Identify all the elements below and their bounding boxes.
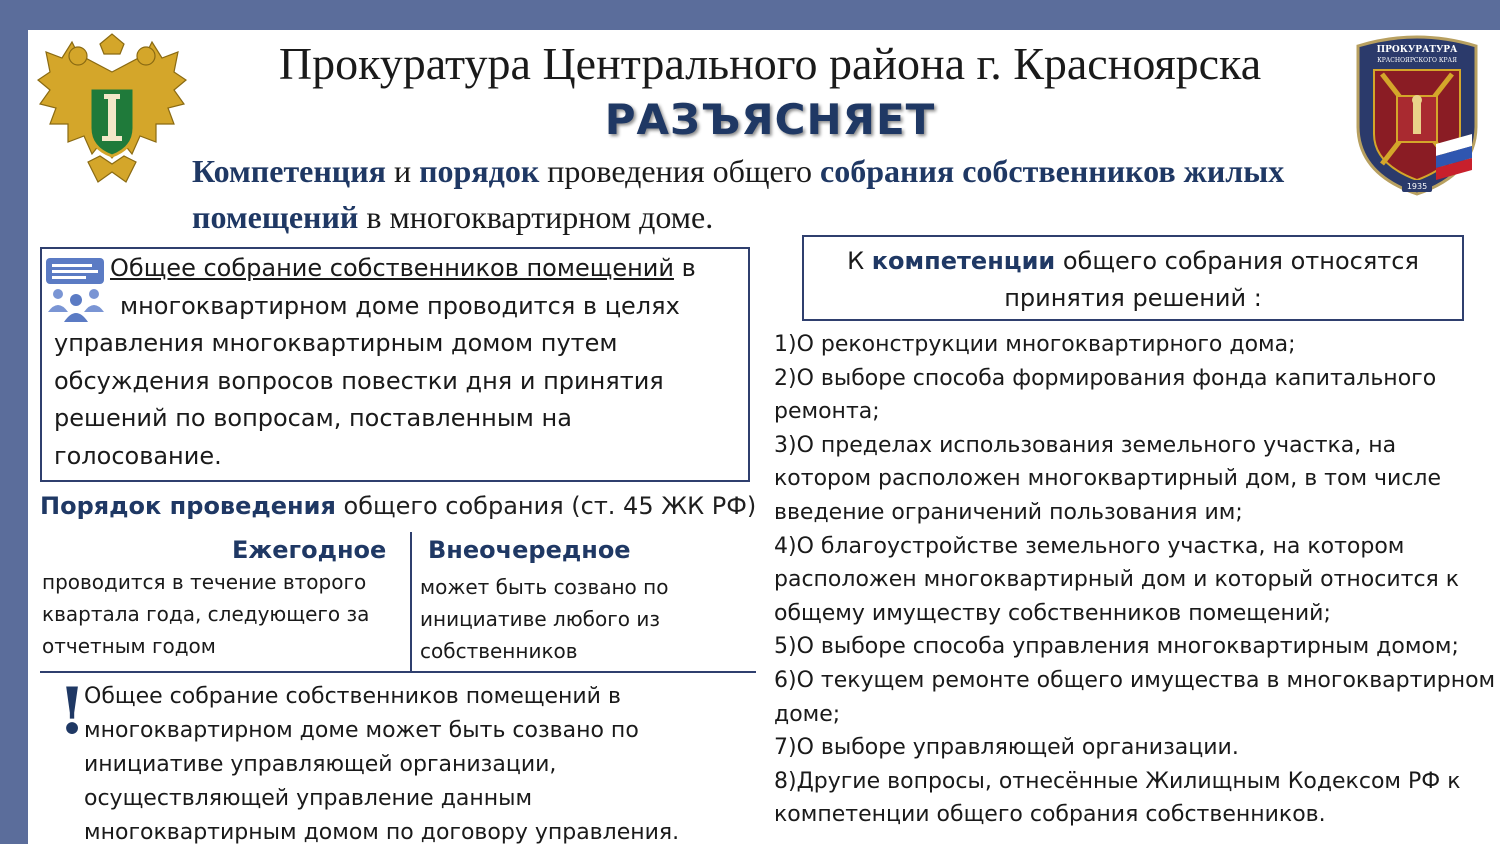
topic-bold-3: собрания собственников жилых помещений — [192, 153, 1285, 235]
list-item: 2)О выборе способа формирования фонда капитального ремонта; — [774, 365, 1437, 425]
list-item: 8)Другие вопросы, отнесённые Жилищным Кодексом РФ к компетенции общего собрания собственников. — [774, 768, 1461, 828]
top-decor-bar — [0, 0, 1500, 30]
extraordinary-text — [420, 571, 668, 667]
annual-line: квартала года, следующего за — [42, 602, 370, 626]
annual-line: отчетным годом — [42, 634, 216, 658]
annual-text — [42, 566, 369, 662]
purpose-text — [54, 250, 744, 475]
note-line: многоквартирном доме может быть созвано по — [84, 718, 639, 743]
left-decor-bar — [0, 0, 28, 844]
section-divider — [40, 671, 756, 673]
note-line: инициативе управляющей организации, — [84, 752, 557, 777]
topic-heading — [192, 148, 1352, 240]
purpose-line-2: многоквартирном доме проводится в целях — [120, 291, 680, 320]
purpose-lead-tail: в — [673, 254, 696, 282]
competence-text-1: К — [847, 247, 872, 275]
annual-line: проводится в течение второго — [42, 570, 367, 594]
list-item: 5)О выборе способа управления многоквартирным домом; — [774, 634, 1459, 660]
topic-text-1: и — [385, 153, 420, 189]
extraordinary-title: Внеочередное — [428, 536, 631, 564]
annual-title: Ежегодное — [232, 536, 387, 564]
purpose-rest: управления многоквартирным домом путем обсуждения вопросов повестки дня и принятия решений по вопросам, поставленным на голосование. — [54, 329, 664, 470]
page-title: Прокуратура Центрального района г. Красноярска — [278, 38, 1262, 89]
procedure-heading-bold: Порядок проведения — [40, 492, 336, 520]
initiative-note — [84, 680, 724, 844]
list-item: 3)О пределах использования земельного участка, на котором расположен многоквартирный дом, в том числе введение ограничений пользования им; — [774, 432, 1442, 525]
topic-text-2: проведения общего — [539, 153, 821, 189]
krasnoyarsk-prosecutor-shield-emblem — [1352, 34, 1482, 198]
extraordinary-line: собственников — [420, 639, 578, 663]
topic-bold-2: порядок — [419, 153, 540, 189]
extraordinary-line: может быть созвано по — [420, 575, 669, 599]
competence-text-2: общего собрания относятся — [1055, 247, 1419, 275]
competence-box — [802, 235, 1464, 321]
column-divider — [410, 532, 412, 672]
page-subtitle: РАЗЪЯСНЯЕТ — [604, 95, 936, 144]
topic-bold-1: Компетенция — [192, 153, 386, 189]
extraordinary-line: инициативе любого из — [420, 607, 660, 631]
note-line: многоквартирным домом по договору управления. — [84, 820, 680, 844]
list-item: 1)О реконструкции многоквартирного дома; — [774, 332, 1296, 357]
note-line: осуществляющей управление данным — [84, 786, 533, 811]
list-item: 4)О благоустройстве земельного участка, на котором расположен многоквартирный дом и который относится к общему имуществу собственников помещений; — [774, 533, 1460, 626]
procedure-heading-rest: общего собрания (ст. 45 ЖК РФ) — [335, 492, 757, 520]
emblem-sub-text: КРАСНОЯРСКОГО КРАЯ — [1377, 57, 1457, 64]
competence-line-2: принятия решений : — [1004, 284, 1262, 312]
emblem-year: 1935 — [1406, 182, 1428, 191]
list-item: 6)О текущем ремонте общего имущества в многоквартирном доме; — [774, 667, 1496, 727]
competence-list — [774, 328, 1500, 832]
emblem-top-text: ПРОКУРАТУРА — [1376, 45, 1458, 55]
note-line: Общее собрание собственников помещений в — [84, 684, 621, 709]
procedure-heading — [40, 490, 770, 522]
prosecutor-eagle-emblem — [32, 32, 192, 192]
competence-bold: компетенции — [871, 247, 1056, 275]
list-item: 7)О выборе управляющей организации. — [774, 735, 1239, 761]
purpose-lead: Общее собрание собственников помещений — [110, 254, 674, 282]
exclamation-icon: ! — [58, 674, 87, 749]
topic-text-3: в многоквартирном доме. — [358, 199, 714, 235]
